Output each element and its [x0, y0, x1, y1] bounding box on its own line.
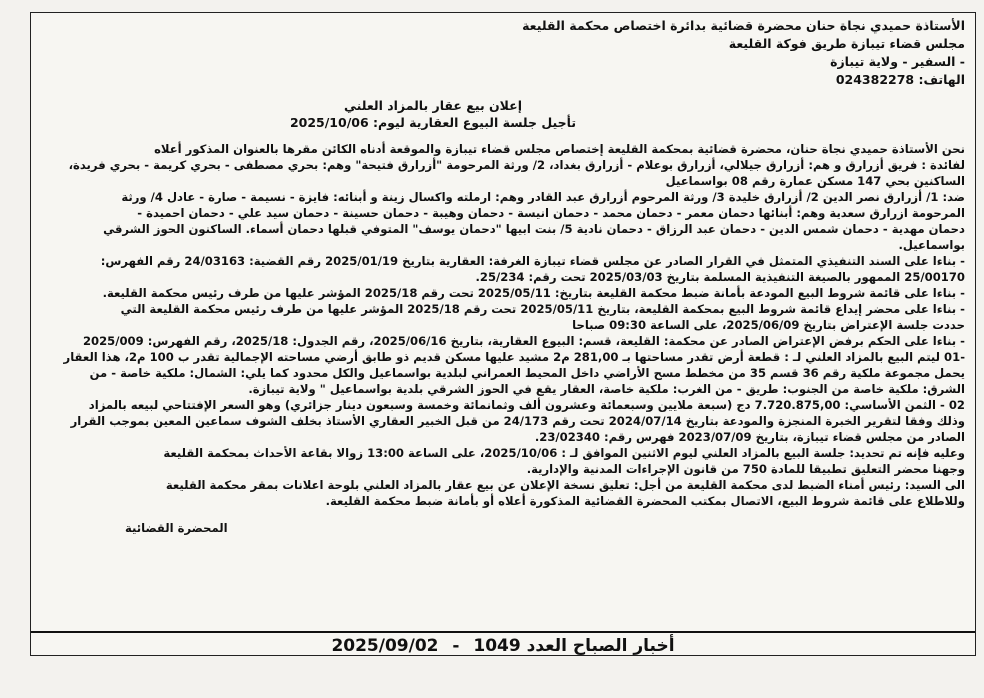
- body-line: نحن الأستاذة حميدي نجاة حنان، محضرة قضائية بمحكمة القليعة إختصاص مجلس قضاء تيبازة والموقعة أدناه الكائن مقرها بالعنوان المذكور أعلاه: [154, 142, 965, 156]
- body-line: الشرق: ملكية خاصة من الجنوب: طريق - من الغرب: ملكية خاصة، العقار يقع في الحوز الشرقي بلدية بواسماعيل " ولاية تيبازة.: [248, 382, 965, 396]
- bailiff-header: [41, 17, 965, 71]
- body-line: يحمل مجموعة ملكية رقم 36 قسم 35 من مخطط مسح الأراضي داخل المحيط العمراني لبلدية بواسماعيل والكل محدود كما يلي: الشمال: ملكية خاصة - من: [89, 366, 965, 380]
- announcement-page: [30, 12, 976, 656]
- phone-number: 024382278: [835, 72, 915, 87]
- body-line: وعليه فإنه تم تحديد: جلسة البيع بالمزاد العلني ليوم الاثنين الموافق لـ : 2025/10/06، على الساعة 13:00 زوالا بقاعة الأحداث بمحكمة القليعة: [163, 446, 965, 460]
- body-line: 02 - الثمن الأساسي: 7.720.875,00 دج (سبعة ملايين وسبعمائة وعشرون ألف وثمانمائة وخمسة وسبعون دينار جزائري) وهو السعر الإفتتاحي لبيعه بالمزاد: [88, 398, 965, 412]
- body-line: دحمان مهدية - دحمان شمس الدين - دحمان عبد الرزاق - دحمان نادية 5/ بنت ابيها "دحمان يوسف" المتوفي قبلها دحمان أسماء. الساكنون الحوز الشرقي: [103, 222, 965, 236]
- body-line: وجهنا محضر التعليق تطبيقا للمادة 750 من قانون الإجراءات المدنية والإدارية.: [526, 462, 965, 476]
- signature-block: [125, 521, 965, 535]
- phone-line: [41, 71, 965, 89]
- publication-date: 2025/09/02: [331, 636, 439, 656]
- header-line-2: مجلس قضاء تيبازة طريق فوكة القليعة: [728, 36, 965, 51]
- body-line: الصادر من مجلس قضاء تيبازة، بتاريخ 2023/07/09 فهرس رقم: 23/02340.: [534, 430, 965, 444]
- header-line-3: - السفير - ولاية تيبازة: [830, 54, 965, 69]
- announcement-titles: [41, 97, 825, 131]
- body-line: وللاطلاع على قائمة شروط البيع، الاتصال بمكتب المحضرة القضائية المذكورة أعلاه أو بأمانة ضبط محكمة القليعة.: [325, 494, 965, 508]
- phone-label: الهاتف:: [918, 72, 965, 87]
- body-line: المرحومة ازرارق سعدية وهم: أبنائها دحمان معمر - دحمان محمد - دحمان انيسة - دحمان وهيبة - دحمان حسينة - دحمان سيد علي - دحمان احميدة -: [137, 206, 965, 220]
- body-line: لفائدة : فريق أزرارق و هم: أزرارق جيلالي، أزرارق بوعلام - أزرارق بغداد، 2/ ورثة المرحومة "أزرارق فتيحة" وهم: بحري مصطفى - بحري كريمة - بحري فريدة،: [68, 158, 965, 172]
- announcement-body: [41, 141, 965, 509]
- footer-separator: -: [452, 636, 460, 656]
- newspaper-issue: أخبار الصباح العدد 1049: [473, 636, 675, 656]
- body-line: ضد: 1/ أزرارق نصر الدين 2/ أزرارق خليدة 3/ ورثة المرحوم أزرارق عبد القادر وهم: ارملته واكسال زينة و أبنائه: فايزة - نسيمة - صارة - عادل 4/ ورثة: [121, 190, 965, 204]
- header-line-1: الأستاذة حميدي نجاة حنان محضرة قضائية بدائرة اختصاص محكمة القليعة: [522, 18, 965, 33]
- body-line: الساكنين بحي 147 مسكن عمارة رقم 08 بواسماعيل: [665, 174, 965, 188]
- body-line: - بناءا على السند التنفيذي المتمثل في القرار الصادر عن مجلس قضاء تيبازة الغرفة: العقارية بتاريخ 2025/01/19 رقم القضية: 24/03163 رقم الفهرس:: [100, 254, 965, 268]
- body-line: حددت جلسة الإعتراض بتاريخ 2025/06/09، على الساعة 09:30 صباحا: [572, 318, 965, 332]
- body-line: 25/00170 الممهور بالصيغة التنفيذية المسلمة بتاريخ 2025/03/03 تحت رقم: 25/234.: [475, 270, 965, 284]
- body-line: -01 ليتم البيع بالمزاد العلني لـ : قطعة أرض تقدر مساحتها بـ 281,00 م2 مشيد عليها مسكن قديم ذو طابق أرضي مساحته الإجمالية تقدر ب 100 م2، هذا العقار: [63, 350, 965, 364]
- body-line: وذلك وفقا لتقرير الخبرة المنجزة والمودعة بتاريخ 2024/07/14 تحت رقم 24/173 من قبل الخبير العقاري الأستاذ بخلف الشوف سماعين المعين بموجب القرار: [70, 414, 965, 428]
- body-line: - بناءا على محضر إيداع قائمة شروط البيع بمحكمة القليعة، بتاريخ 2025/05/11 تحت رقم 2025/18 المؤشر عليها من طرف رئيس محكمة القليعة التي: [120, 302, 965, 316]
- body-line: - بناءا على الحكم برفض الإعتراض الصادر عن محكمة: القليعة، قسم: البيوع العقارية، بتاريخ 2025/06/16، رقم الجدول: 2025/18، رقم الفهرس: 2025/009: [82, 334, 965, 348]
- signature-title: المحضرة القضائية: [125, 521, 228, 535]
- announcement-subtitle: تأجيل جلسة البيوع العقارية ليوم: 2025/10/06: [289, 115, 577, 130]
- newspaper-footer: [31, 631, 975, 659]
- body-line: الى السيد: رئيس أمناء الضبط لدى محكمة القليعة من أجل: تعليق نسخة الإعلان عن بيع عقار بالمزاد العلني بلوحة اعلانات بمقر محكمة القليعة: [165, 478, 965, 492]
- body-line: بواسماعيل.: [898, 238, 965, 252]
- announcement-title: إعلان بيع عقار بالمزاد العلني: [344, 98, 522, 113]
- announcement-content: [31, 13, 975, 535]
- body-line: - بناءا على قائمة شروط البيع المودعة بأمانة ضبط محكمة القليعة بتاريخ: 2025/05/11 تحت رقم 2025/18 المؤشر عليها من طرف رئيس محكمة القليعة.: [102, 286, 965, 300]
